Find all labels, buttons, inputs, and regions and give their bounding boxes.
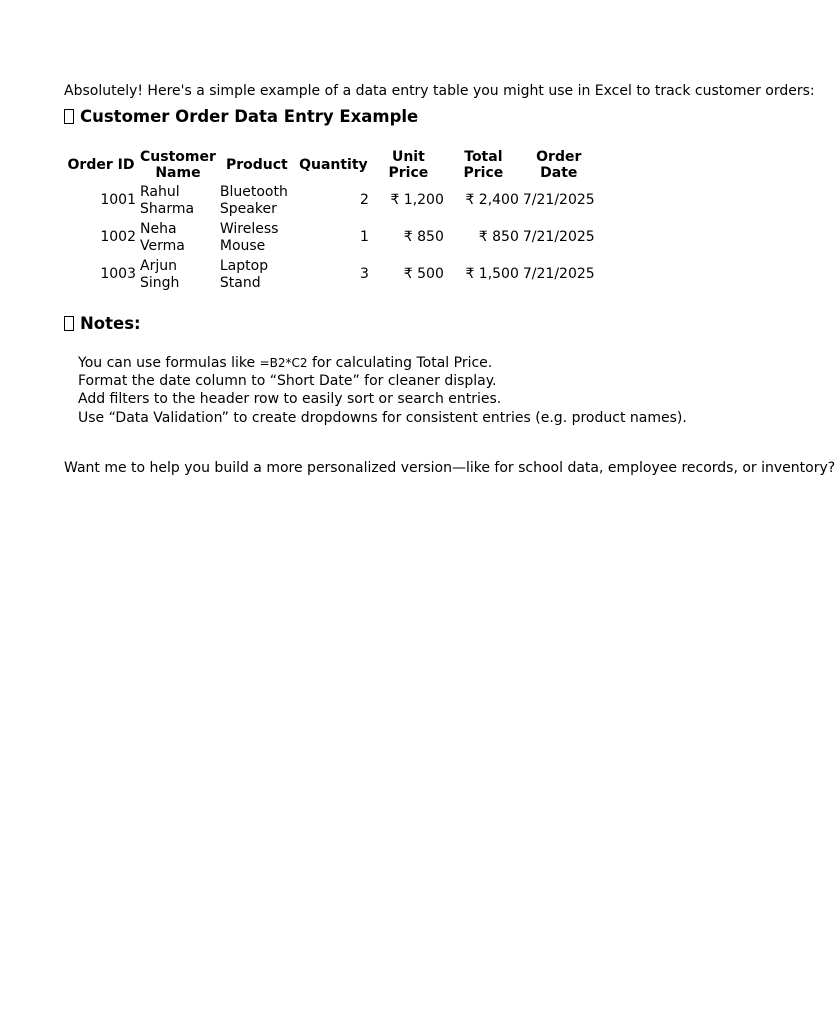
- cell-product: Bluetooth Speaker: [219, 184, 288, 217]
- cell-order-id: 1003: [100, 266, 136, 283]
- cell-quantity: 1: [359, 229, 369, 246]
- table-row: [64, 219, 597, 256]
- header-unit-price: Unit Price: [388, 148, 429, 181]
- notes-list: [64, 354, 687, 427]
- cell-unit-price: ₹ 1,200: [390, 192, 444, 209]
- table-row: [64, 182, 597, 219]
- cell-order-date: 7/21/2025: [522, 266, 595, 283]
- cell-product: Laptop Stand: [219, 258, 269, 291]
- missing-glyph-icon: [64, 316, 74, 331]
- cell-order-id: 1001: [100, 192, 136, 209]
- cell-unit-price: ₹ 850: [403, 229, 444, 246]
- list-item: Add filters to the header row to easily sort or search entries.: [78, 391, 502, 408]
- cell-quantity: 3: [359, 266, 369, 283]
- cell-total-price: ₹ 1,500: [465, 266, 519, 283]
- header-quantity: Quantity: [299, 156, 368, 173]
- cell-product: Wireless Mouse: [219, 221, 279, 254]
- notes-section-title: Notes:: [80, 314, 141, 333]
- cell-customer-name: Arjun Singh: [140, 258, 180, 291]
- header-product: Product: [225, 156, 288, 173]
- missing-glyph-icon: [64, 109, 74, 124]
- note-text: for calculating Total Price.: [307, 355, 493, 371]
- header-order-id: Order ID: [67, 156, 135, 173]
- table-section-heading: [64, 107, 418, 127]
- table-header-row: [64, 146, 597, 182]
- list-item: Format the date column to “Short Date” for cleaner display.: [78, 373, 497, 390]
- cell-unit-price: ₹ 500: [403, 266, 444, 283]
- cell-total-price: ₹ 850: [478, 229, 519, 246]
- table-section-title: Customer Order Data Entry Example: [80, 107, 419, 126]
- cell-order-date: 7/21/2025: [522, 229, 595, 246]
- table-row: [64, 256, 597, 293]
- cell-quantity: 2: [359, 192, 369, 209]
- note-text: You can use formulas like: [78, 355, 260, 371]
- document-page: [64, 0, 835, 1024]
- formula-code: =B2*C2: [259, 356, 308, 370]
- list-item: Use “Data Validation” to create dropdowns for consistent entries (e.g. product names).: [78, 409, 687, 426]
- intro-text: Absolutely! Here's a simple example of a data entry table you might use in Excel to track customer orders:: [64, 83, 815, 99]
- outro-text: Want me to help you build a more personalized version—like for school data, employee records, or inventory?: [64, 460, 835, 476]
- cell-customer-name: Rahul Sharma: [140, 184, 195, 217]
- cell-order-id: 1002: [100, 229, 136, 246]
- cell-order-date: 7/21/2025: [522, 192, 595, 209]
- header-customer-name: Customer Name: [140, 148, 216, 181]
- customer-order-table: [64, 146, 597, 293]
- cell-total-price: ₹ 2,400: [465, 192, 519, 209]
- cell-customer-name: Neha Verma: [140, 221, 185, 254]
- header-order-date: Order Date: [536, 148, 582, 181]
- header-total-price: Total Price: [463, 148, 504, 181]
- notes-section-heading: [64, 314, 141, 334]
- list-item: [78, 354, 687, 372]
